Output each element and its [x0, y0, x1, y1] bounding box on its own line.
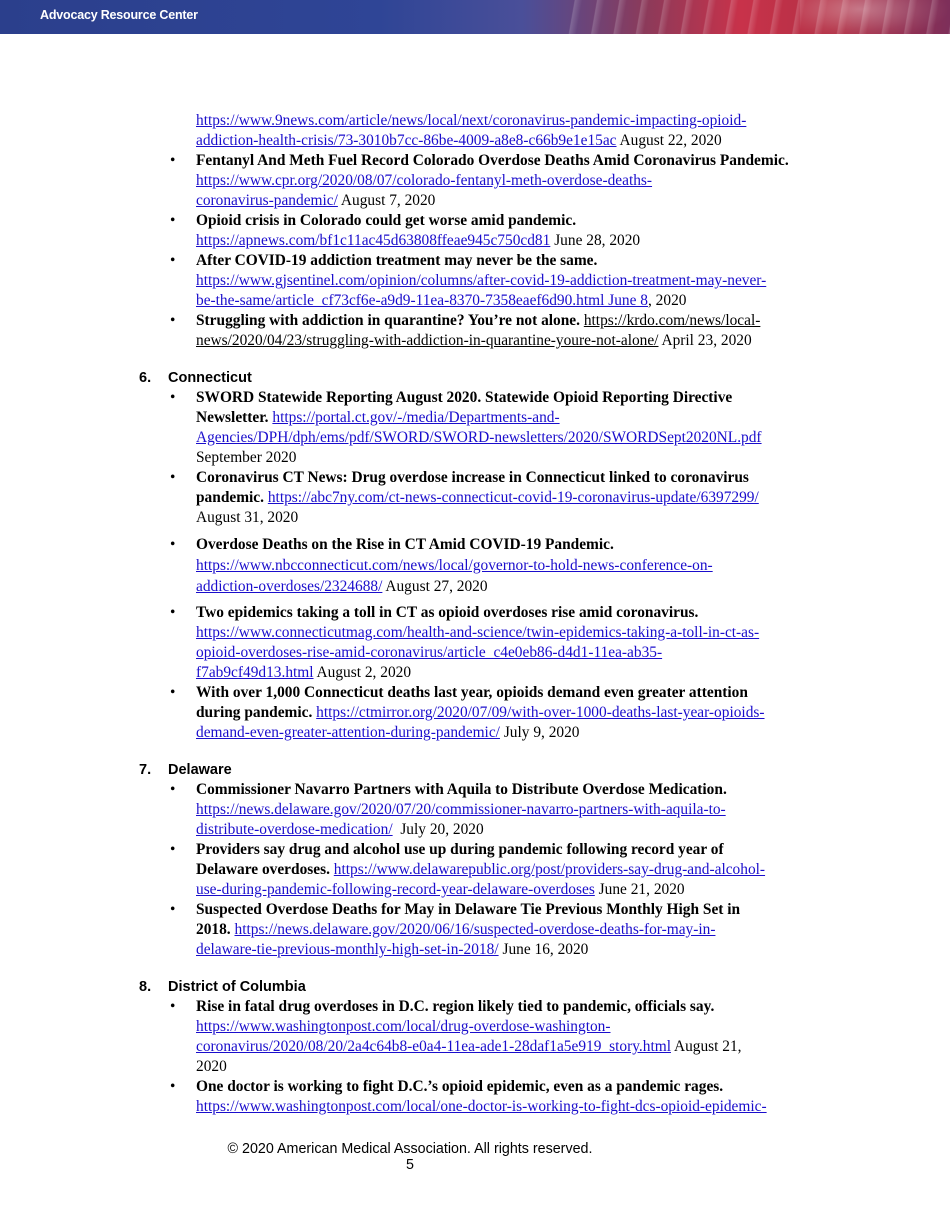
header-banner [0, 0, 950, 34]
article-date: , 2020 [647, 292, 687, 309]
list-item [0, 468, 836, 528]
article-date: August 27, 2020 [385, 578, 488, 595]
bullet-icon: • [170, 998, 176, 1015]
article-link[interactable]: https://www.9news.com/article/news/local/next/coronavirus-pandemic-impacting-opioid- addiction-health-crisis/73-3010b7cc-86be-4009-a8e8-c66b9e1e15ac [196, 112, 747, 149]
article-date: July 20, 2020 [400, 821, 484, 838]
article-title: SWORD Statewide Reporting August 2020. Statewide Opioid Reporting Directive Newsletter. [196, 389, 733, 426]
article-link[interactable]: https://news.delaware.gov/2020/06/16/suspected-overdose-deaths-for-may-in- delaware-tie-previous-monthly-high-set-in-2018/ [196, 921, 716, 958]
bullet-icon: • [170, 152, 176, 169]
article-link[interactable]: https://abc7ny.com/ct-news-connecticut-covid-19-coronavirus-update/6397299/ [267, 489, 759, 506]
article-title: With over 1,000 Connecticut deaths last year, opioids demand even greater attention during pandemic. [196, 684, 748, 721]
article-date: August 22, 2020 [619, 132, 722, 149]
list-item [0, 251, 836, 311]
article-title: Overdose Deaths on the Rise in CT Amid COVID-19 Pandemic. [196, 536, 614, 553]
bullet-icon: • [170, 781, 176, 798]
article-link[interactable]: https://portal.ct.gov/-/media/Departments-and- Agencies/DPH/dph/ems/pdf/SWORD/SWORD-newsletters/2020/SWORDSept2020NL.pdf [196, 409, 762, 446]
article-link[interactable]: https://krdo.com/news/local- news/2020/04/23/struggling-with-addiction-in-quarantine-youre-not-alone/ [196, 312, 761, 349]
list-item [0, 997, 836, 1077]
bullet-icon: • [170, 469, 176, 486]
list-item [0, 388, 836, 468]
article-title: Opioid crisis in Colorado could get worse amid pandemic. [196, 212, 577, 229]
banner-capitol-graphic [800, 0, 950, 34]
article-title: After COVID-19 addiction treatment may never be the same. [196, 252, 598, 269]
article-date: June 28, 2020 [554, 232, 641, 249]
bullet-icon: • [170, 1078, 176, 1095]
article-date: April 23, 2020 [661, 332, 752, 349]
article-date: August 21, 2020 [196, 1038, 742, 1075]
article-title: Commissioner Navarro Partners with Aquila to Distribute Overdose Medication. [196, 781, 727, 798]
article-link[interactable]: https://www.washingtonpost.com/local/one-doctor-is-working-to-fight-dcs-opioid-epidemic- [196, 1098, 767, 1115]
article-date: June 21, 2020 [598, 881, 685, 898]
article-link[interactable]: https://www.delawarepublic.org/post/providers-say-drug-and-alcohol- use-during-pandemic-following-record-year-delaware-overdoses [196, 861, 766, 898]
article-title: Struggling with addiction in quarantine? You’re not alone. [196, 312, 580, 329]
article-date: August 31, 2020 [196, 509, 299, 526]
section-name: District of Columbia [168, 979, 306, 995]
page-number: 5 [406, 1157, 414, 1173]
bullet-icon: • [170, 604, 176, 621]
article-link[interactable]: https://ctmirror.org/2020/07/09/with-over-1000-deaths-last-year-opioids- demand-even-greater-attention-during-pandemic/ [196, 704, 765, 741]
article-title: Fentanyl And Meth Fuel Record Colorado Overdose Deaths Amid Coronavirus Pandemic. [196, 152, 789, 169]
banner-title: Advocacy Resource Center [40, 8, 198, 22]
article-link[interactable]: https://www.cpr.org/2020/08/07/colorado-fentanyl-meth-overdose-deaths- coronavirus-pandemic/ [196, 172, 653, 209]
section-heading-district-of-columbia [0, 977, 950, 997]
bullet-icon: • [170, 312, 176, 329]
list-item [0, 900, 836, 960]
article-title: Rise in fatal drug overdoses in D.C. region likely tied to pandemic, officials say. [196, 998, 715, 1015]
section-number: 8. [139, 979, 152, 995]
list-item [0, 780, 836, 840]
article-date: August 7, 2020 [340, 192, 436, 209]
section-name: Connecticut [168, 370, 252, 386]
list-item [0, 151, 836, 211]
article-title: Providers say drug and alcohol use up during pandemic following record year of Delaware overdoses. [196, 841, 724, 878]
bullet-icon: • [170, 212, 176, 229]
article-date: August 2, 2020 [316, 664, 412, 681]
bullet-icon: • [170, 536, 176, 553]
list-item [0, 211, 836, 251]
bullet-icon: • [170, 901, 176, 918]
bullet-icon: • [170, 389, 176, 406]
list-item [0, 534, 836, 597]
section-number: 6. [139, 370, 152, 386]
article-date: September 2020 [196, 449, 297, 466]
section-number: 7. [139, 762, 152, 778]
copyright-notice: © 2020 American Medical Association. All rights reserved. [227, 1141, 593, 1157]
list-item [0, 603, 836, 683]
article-link[interactable]: https://www.connecticutmag.com/health-and-science/twin-epidemics-taking-a-toll-in-ct-as- opioid-overdoses-rise-amid-coronavirus/article_c4e0eb86-d4d1-11ea-ab35- f7ab9cf49d13.html [196, 624, 760, 681]
document-body [0, 111, 950, 1117]
bullet-icon: • [170, 684, 176, 701]
article-title: Suspected Overdose Deaths for May in Delaware Tie Previous Monthly High Set in 2018. [196, 901, 741, 938]
article-title: Two epidemics taking a toll in CT as opioid overdoses rise amid coronavirus. [196, 604, 699, 621]
article-title: Coronavirus CT News: Drug overdose increase in Connecticut linked to coronavirus pandemic. [196, 469, 749, 506]
article-date: June 16, 2020 [502, 941, 589, 958]
list-item [0, 683, 836, 743]
article-date: July 9, 2020 [503, 724, 580, 741]
article-link[interactable]: https://www.nbcconnecticut.com/news/local/governor-to-hold-news-conference-on- addiction-overdoses/2324688/ [196, 557, 713, 595]
article-link[interactable]: https://www.gjsentinel.com/opinion/columns/after-covid-19-addiction-treatment-may-never- be-the-same/article_cf73cf6e-a9d9-11ea-8370-7358eaef6d90.html June 8 [196, 272, 767, 309]
bullet-icon: • [170, 841, 176, 858]
article-link[interactable]: https://news.delaware.gov/2020/07/20/commissioner-navarro-partners-with-aquila-to- distribute-overdose-medication/ [196, 801, 726, 838]
article-link[interactable]: https://apnews.com/bf1c11ac45d63808ffeae945c750cd81 [196, 232, 551, 249]
bullet-icon: • [170, 252, 176, 269]
list-item [0, 1077, 836, 1117]
section-heading-connecticut [0, 368, 950, 388]
section-heading-delaware [0, 760, 950, 780]
article-link[interactable]: https://www.washingtonpost.com/local/drug-overdose-washington- coronavirus/2020/08/20/2a4c64b8-e0a4-11ea-ade1-28daf1a5e919_story.html [196, 1018, 671, 1055]
list-item [0, 840, 836, 900]
list-item [0, 311, 836, 351]
page-footer [0, 1141, 820, 1173]
article-title: One doctor is working to fight D.C.’s opioid epidemic, even as a pandemic rages. [196, 1078, 724, 1095]
section-name: Delaware [168, 762, 232, 778]
list-item [0, 111, 836, 151]
